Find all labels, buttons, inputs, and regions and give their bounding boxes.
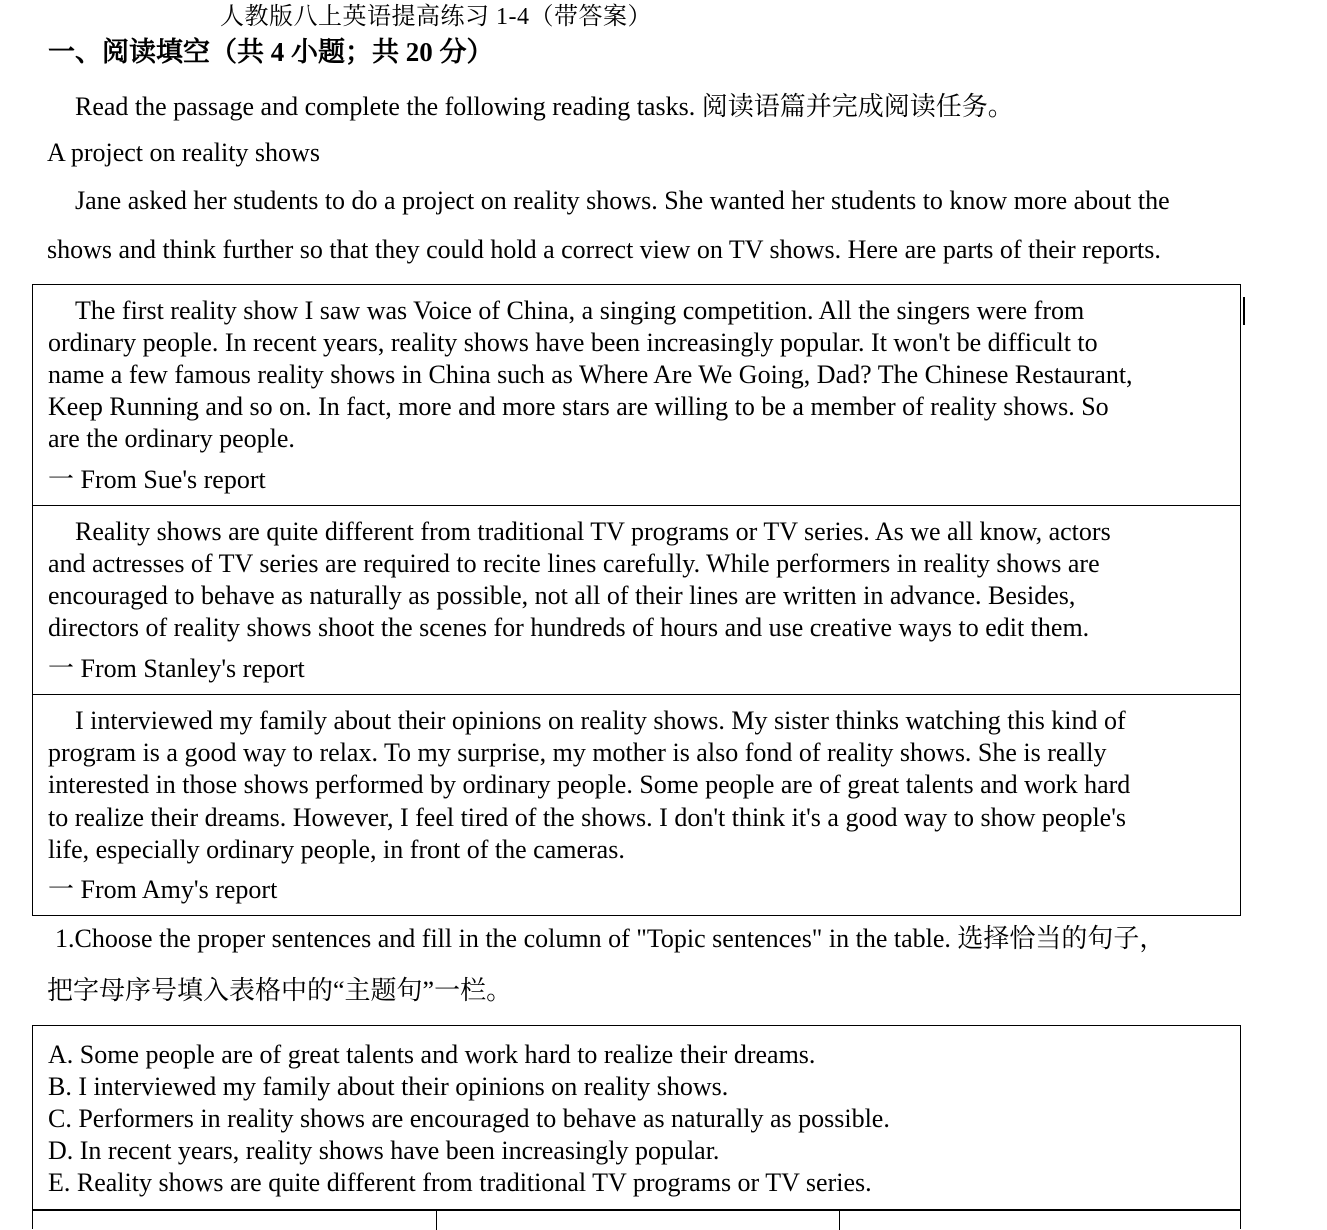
option-item: C. Performers in reality shows are encouraged to behave as naturally as possible.: [48, 1104, 890, 1133]
question-text: 1.Choose the proper sentences and fill in the column of "Topic sentences" in the table. 选择恰当的句子，: [55, 924, 1166, 953]
report-box-stanley: [32, 505, 1241, 695]
question-text: 把字母序号填入表格中的“主题句”一栏。: [47, 976, 513, 1005]
option-item: E. Reality shows are quite different from traditional TV programs or TV series.: [48, 1168, 872, 1197]
report-source: 一 From Sue's report: [48, 465, 266, 494]
intro-line: shows and think further so that they could hold a correct view on TV shows. Here are parts of their reports.: [47, 235, 1161, 264]
report-text-line: name a few famous reality shows in China such as Where Are We Going, Dad? The Chinese Restaurant,: [48, 360, 1133, 389]
report-source: 一 From Amy's report: [48, 875, 278, 904]
report-source: 一 From Stanley's report: [48, 654, 305, 683]
report-text-line: are the ordinary people.: [48, 424, 295, 453]
option-item: D. In recent years, reality shows have been increasingly popular.: [48, 1136, 720, 1165]
report-text-line: ordinary people. In recent years, reality shows have been increasingly popular. It won't be difficult to: [48, 328, 1098, 357]
section-heading: 一、阅读填空（共 4 小题；共 20 分）: [48, 37, 494, 67]
option-item: A. Some people are of great talents and work hard to realize their dreams.: [48, 1040, 816, 1069]
report-text-line: encouraged to behave as naturally as possible, not all of their lines are written in advance. Besides,: [48, 581, 1076, 610]
report-text-line: The first reality show I saw was Voice of China, a singing competition. All the singers were from: [75, 296, 1085, 325]
text-cursor: [1243, 297, 1245, 325]
report-text-line: and actresses of TV series are required to recite lines carefully. While performers in reality shows are: [48, 549, 1100, 578]
table-column-divider: [436, 1210, 437, 1230]
report-text-line: directors of reality shows shoot the scenes for hundreds of hours and use creative ways to edit them.: [48, 613, 1090, 642]
report-text-line: life, especially ordinary people, in front of the cameras.: [48, 835, 625, 864]
option-item: B. I interviewed my family about their opinions on reality shows.: [48, 1072, 729, 1101]
passage-title: A project on reality shows: [47, 138, 320, 167]
report-text-line: I interviewed my family about their opinions on reality shows. My sister thinks watching this kind of: [75, 706, 1126, 735]
intro-line: Jane asked her students to do a project on reality shows. She wanted her students to know more about the: [75, 186, 1170, 215]
report-text-line: Reality shows are quite different from traditional TV programs or TV series. As we all know, actors: [75, 517, 1111, 546]
report-text-line: program is a good way to relax. To my surprise, my mother is also fond of reality shows. She is really: [48, 738, 1107, 767]
options-box: [32, 1025, 1241, 1211]
report-box-sue: [32, 284, 1241, 506]
report-text-line: Keep Running and so on. In fact, more and more stars are willing to be a member of reality shows. So: [48, 392, 1109, 421]
report-box-amy: [32, 694, 1241, 916]
answer-table: [32, 1209, 1241, 1229]
document-title: 人教版八上英语提高练习 1-4（带答案）: [220, 4, 652, 30]
instruction-text: Read the passage and complete the following reading tasks. 阅读语篇并完成阅读任务。: [75, 92, 1014, 121]
report-text-line: interested in those shows performed by ordinary people. Some people are of great talents and work hard: [48, 770, 1131, 799]
table-column-divider: [839, 1210, 840, 1230]
report-text-line: to realize their dreams. However, I feel tired of the shows. I don't think it's a good way to show people's: [48, 803, 1127, 832]
